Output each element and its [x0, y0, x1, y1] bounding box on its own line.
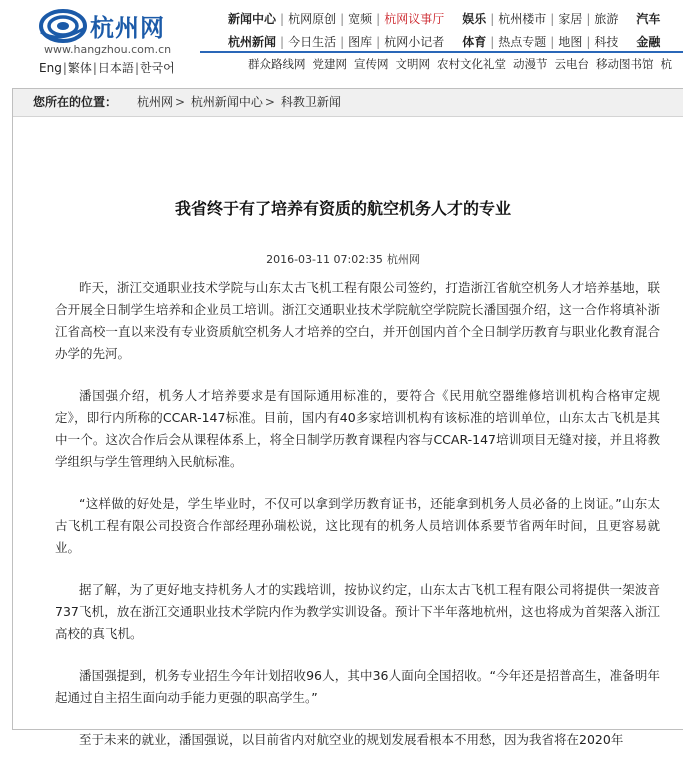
- top-nav-row-2: [228, 33, 660, 50]
- top-nav-link[interactable]: 图库: [348, 35, 373, 49]
- nav-separator: |: [340, 12, 345, 26]
- nav-separator: |: [490, 12, 495, 26]
- article-meta: [13, 251, 673, 267]
- top-nav-link[interactable]: 体育: [462, 35, 487, 49]
- nav-separator: |: [280, 12, 285, 26]
- sub-nav-link[interactable]: 文明网: [395, 57, 430, 71]
- site-header: [0, 0, 683, 78]
- nav-separator: |: [550, 35, 555, 49]
- breadcrumb: [13, 89, 683, 117]
- top-nav-link[interactable]: 娱乐: [462, 12, 487, 26]
- article-paragraph: 据了解，为了更好地支持机务人才的实践培训，按协议约定，山东太古飞机工程有限公司将提供一架波音737飞机，放在浙江交通职业技术学院内作为教学实训设备。预计下半年落地杭州，这也将成为首架落入浙江高校的真飞机。: [55, 582, 660, 641]
- nav-separator: |: [586, 35, 591, 49]
- top-nav-link[interactable]: 杭网小记者: [384, 35, 445, 49]
- top-nav-link[interactable]: 地图: [558, 35, 583, 49]
- nav-separator: |: [490, 35, 495, 49]
- top-nav-link[interactable]: 杭州新闻: [228, 35, 277, 49]
- top-nav-link[interactable]: 旅游: [594, 12, 619, 26]
- breadcrumb-link-science-edu[interactable]: 科教卫新闻: [280, 95, 341, 109]
- nav-separator: |: [376, 12, 381, 26]
- top-nav-link[interactable]: 科技: [594, 35, 619, 49]
- nav-separator: |: [376, 35, 381, 49]
- breadcrumb-label: 您所在的位置：: [33, 95, 118, 109]
- article-paragraph: 至于未来的就业，潘国强说，以目前省内对航空业的规划发展看根本不用愁，因为我省将在2020年: [79, 732, 624, 747]
- sub-nav-link[interactable]: 移动图书馆: [596, 57, 654, 71]
- lang-traditional-chinese-link[interactable]: 繁体: [67, 61, 92, 75]
- top-nav-link[interactable]: 今日生活: [288, 35, 337, 49]
- article-datetime: 2016-03-11 07:02:35: [266, 253, 383, 266]
- language-switcher: Eng|繁体|日本語|한국어: [39, 61, 175, 75]
- top-nav-link[interactable]: 热点专题: [498, 35, 547, 49]
- logo-swirl-icon: [38, 6, 88, 46]
- nav-separator: |: [340, 35, 345, 49]
- top-nav-link[interactable]: 杭网原创: [288, 12, 337, 26]
- article-source: 杭州网: [386, 253, 420, 266]
- top-nav-link[interactable]: 家居: [558, 12, 583, 26]
- nav-divider: [200, 51, 683, 53]
- sub-nav-link[interactable]: 群众路线网: [248, 57, 306, 71]
- top-nav-row-1: [228, 10, 660, 27]
- article-panel: [12, 88, 683, 747]
- article-paragraph: 昨天，浙江交通职业技术学院与山东太古飞机工程有限公司签约，打造浙江省航空机务人才培养基地，联合开展全日制学生培养和企业员工培训。浙江交通职业技术学院航空学院院长潘国强介绍，这一合作将填补浙江省高校一直以来没有专业资质航空机务人才培养的空白，并开创国内首个全日制学历教育与职业化教育混合办学的先河。: [55, 280, 660, 361]
- lang-korean-link[interactable]: 한국어: [139, 61, 175, 75]
- sub-nav-link[interactable]: 云电台: [554, 57, 589, 71]
- breadcrumb-path: 杭州网 > 杭州新闻中心 > 科教卫新闻: [137, 95, 341, 109]
- sub-nav-link[interactable]: 杭: [660, 57, 672, 71]
- breadcrumb-link-news-center[interactable]: 杭州新闻中心: [190, 95, 263, 109]
- top-nav-link[interactable]: 杭网议事厅: [384, 12, 445, 26]
- top-nav-link[interactable]: 宽频: [348, 12, 373, 26]
- nav-separator: |: [586, 12, 591, 26]
- nav-separator: |: [280, 35, 285, 49]
- nav-separator: |: [550, 12, 555, 26]
- breadcrumb-link-hangzhou[interactable]: 杭州网: [137, 95, 174, 109]
- top-nav-link[interactable]: 杭州楼市: [498, 12, 547, 26]
- article-paragraph: 潘国强介绍，机务人才培养要求是有国际通用标准的，要符合《民用航空器维修培训机构合格审定规定》，即行内所称的CCAR-147标准。目前，国内有40多家培训机构有该标准的培训单位，山东太古飞机是其中一个。这次合作后会从课程体系上，将全日制学历教育课程内容与CCAR-147培训项目无缝对接，并且将教学组织与学生管理纳入民航标准。: [55, 388, 660, 469]
- site-logo[interactable]: [38, 6, 198, 46]
- lang-japanese-link[interactable]: 日本語: [97, 61, 134, 75]
- logo-text: 杭州网: [90, 14, 165, 42]
- site-url: www.hangzhou.com.cn: [44, 43, 172, 56]
- article-paragraph: “这样做的好处是，学生毕业时，不仅可以拿到学历教育证书，还能拿到机务人员必备的上岗证。”山东太古飞机工程有限公司投资合作部经理孙瑞松说，这比现有的机务人员培训体系要节省两年时间，且更容易就业。: [55, 496, 660, 555]
- article-body: [55, 277, 660, 771]
- sub-nav-link[interactable]: 宣传网: [354, 57, 389, 71]
- article-paragraph: 潘国强提到，机务专业招生今年计划招收96人，其中36人面向全国招收。“今年还是招普高生，准备明年起通过自主招生面向动手能力更强的职高学生。”: [55, 668, 660, 705]
- top-nav-link[interactable]: 金融: [636, 35, 661, 49]
- article-title: 我省终于有了培养有资质的航空机务人才的专业: [174, 198, 511, 218]
- lang-english-link[interactable]: Eng: [39, 61, 62, 75]
- sub-nav-link[interactable]: 农村文化礼堂: [437, 57, 506, 71]
- sub-nav-link[interactable]: 动漫节: [513, 57, 548, 71]
- sub-nav-link[interactable]: 党建网: [312, 57, 347, 71]
- sub-nav: [248, 56, 679, 72]
- top-nav-link[interactable]: 新闻中心: [228, 12, 277, 26]
- top-nav-link[interactable]: 汽车: [636, 12, 661, 26]
